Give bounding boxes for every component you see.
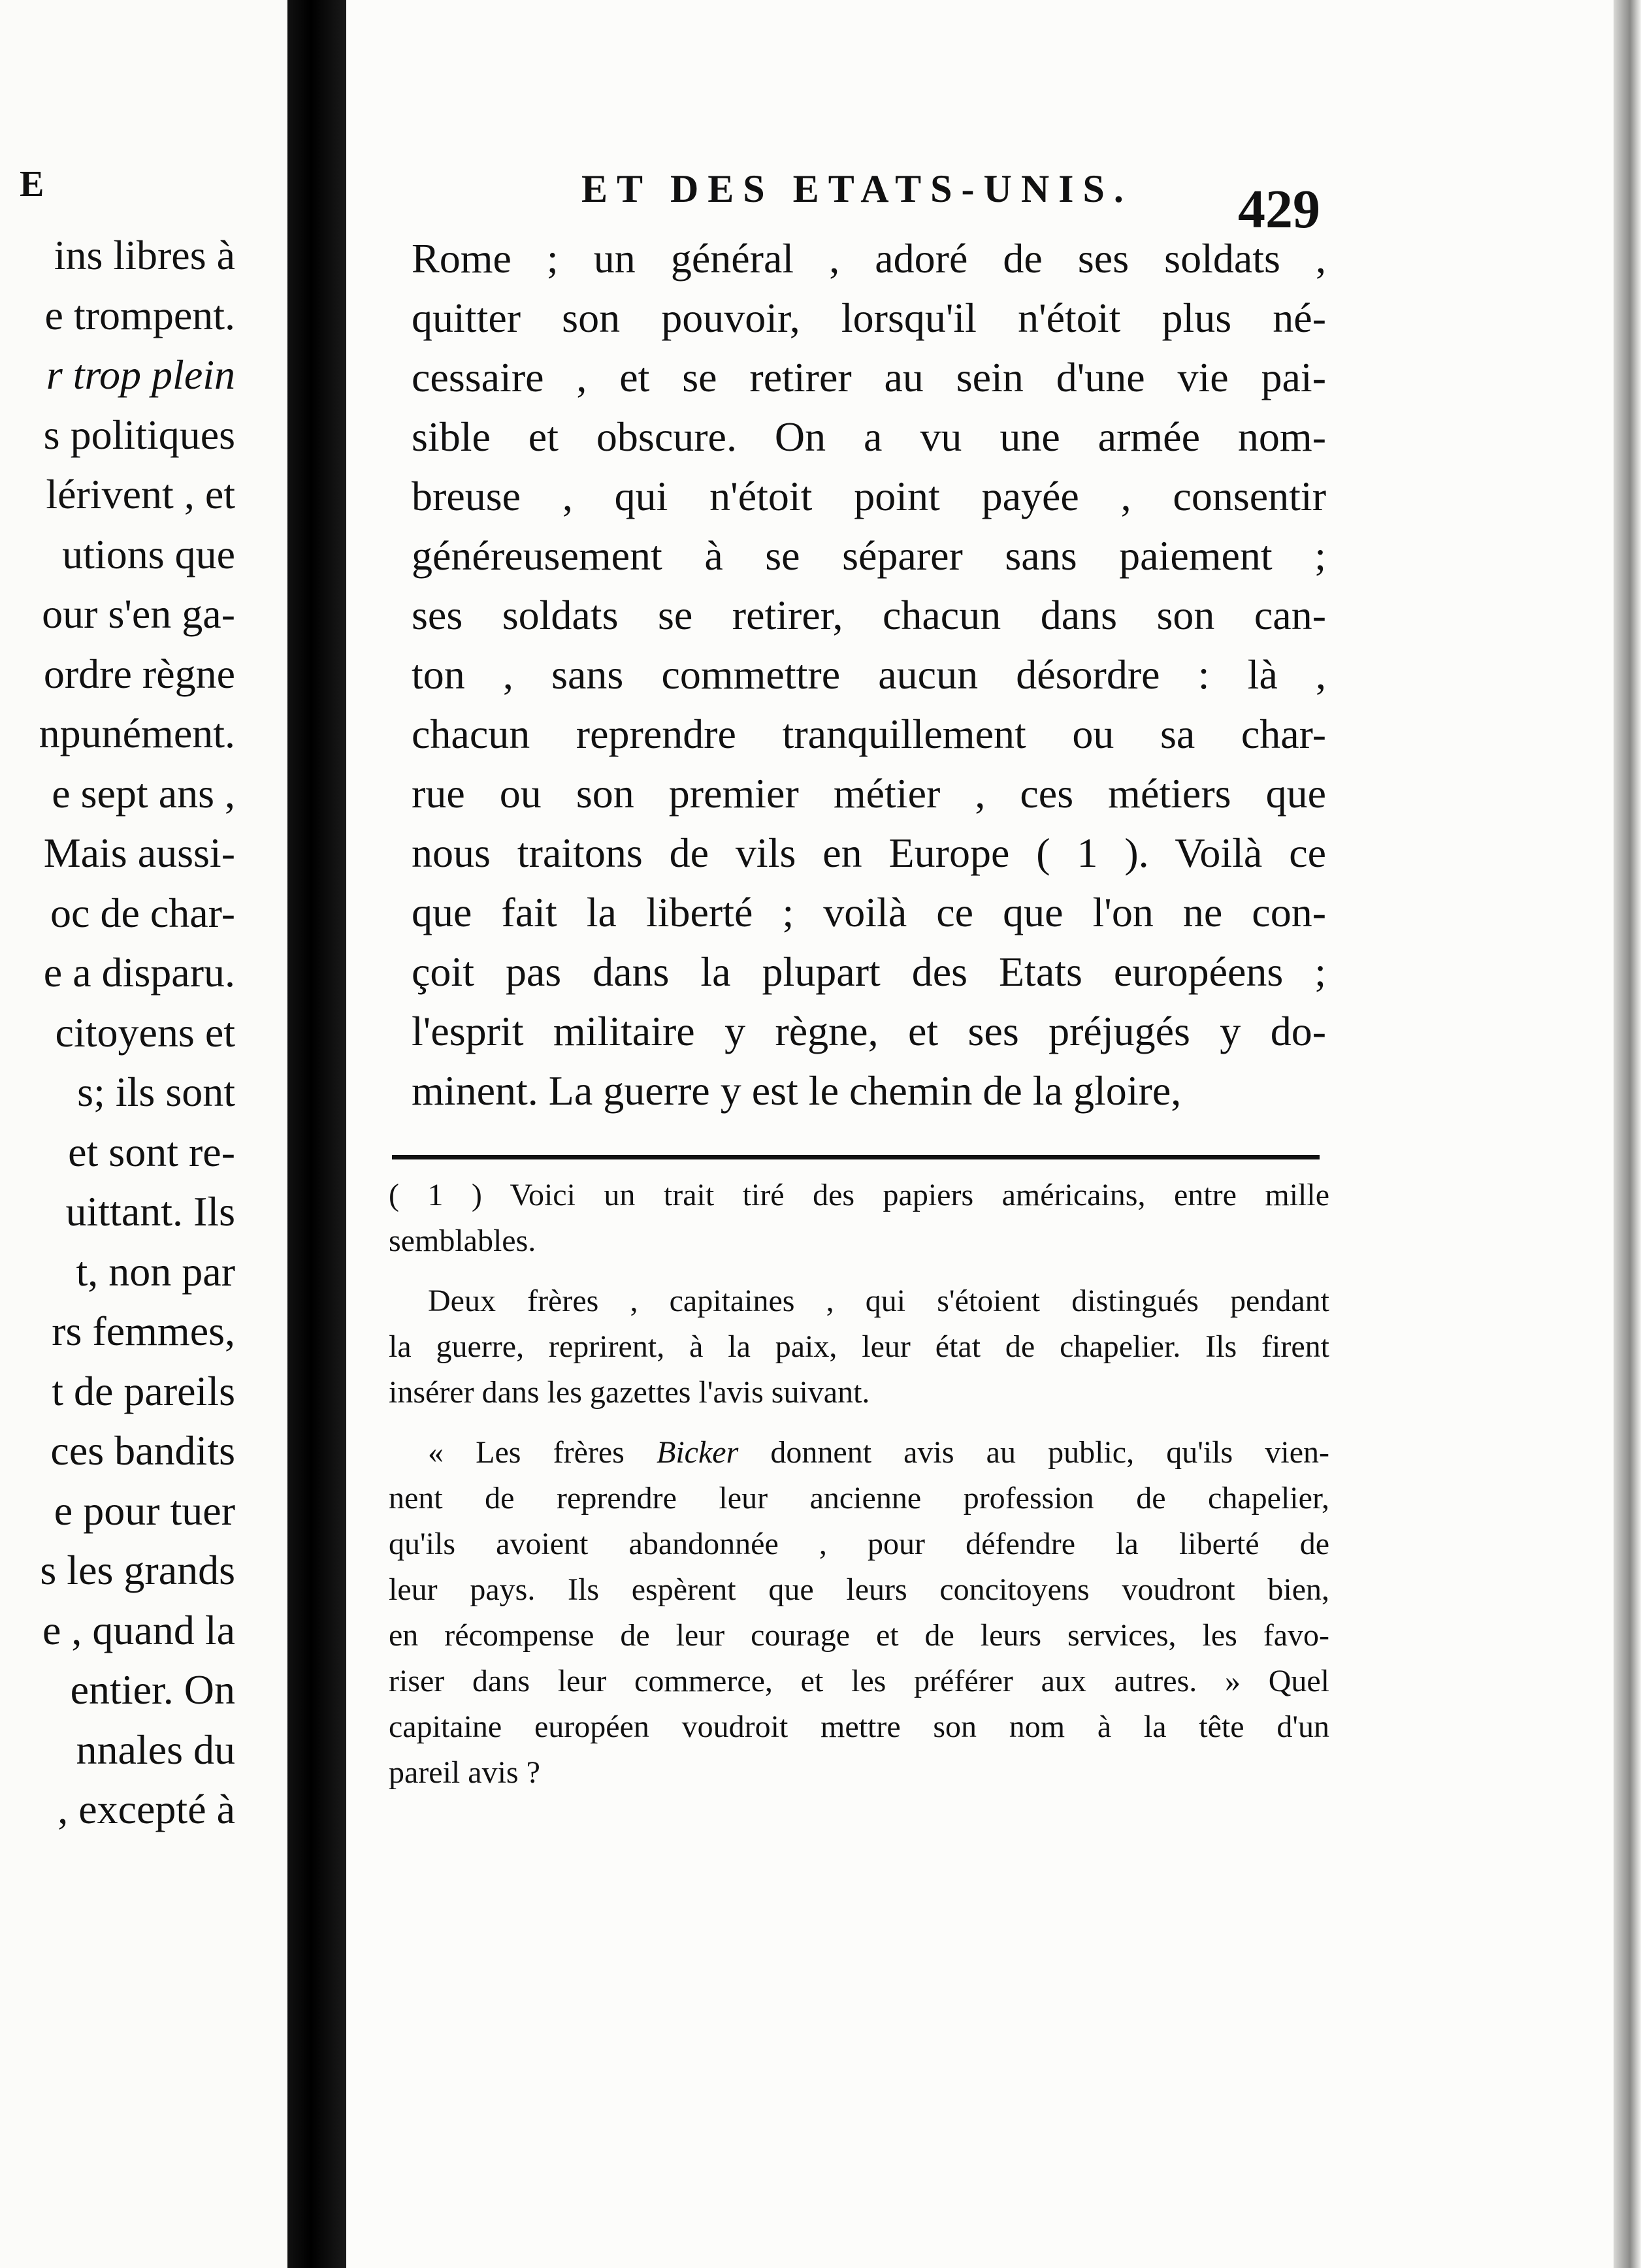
left-running-head: E: [20, 164, 46, 204]
left-line: s les grands: [40, 1547, 235, 1593]
footnote: [389, 1173, 1329, 1796]
left-line: e a disparu.: [43, 949, 235, 996]
text-line: ton , sans commettre aucun désordre : là ,: [412, 651, 1326, 698]
footnote-line: nent de reprendre leur ancienne profession de chapelier,: [389, 1481, 1329, 1515]
left-line: e pour tuer: [54, 1487, 235, 1534]
left-line: t de pareils: [52, 1367, 235, 1414]
bicker-name: Bicker: [657, 1435, 739, 1470]
text-line: çoit pas dans la plupart des Etats européens ;: [412, 948, 1326, 995]
right-page: [346, 0, 1614, 2268]
text-line: nous traitons de vils en Europe ( 1 ). Voilà ce: [412, 830, 1326, 876]
text-line: cessaire , et se retirer au sein d'une vie pai-: [412, 354, 1326, 400]
left-line: et sont re-: [68, 1128, 235, 1175]
footnote-line: la guerre, reprirent, à la paix, leur état de chapelier. Ils firent: [389, 1329, 1329, 1364]
left-line: lérivent , et: [46, 471, 235, 517]
left-line: ces bandits: [50, 1427, 235, 1474]
left-line: citoyens et: [55, 1009, 235, 1056]
footnote-rule: [392, 1155, 1320, 1159]
footnote-line: leur pays. Ils espèrent que leurs concitoyens voudront bien,: [389, 1572, 1329, 1607]
quote-rest: donnent avis au public, qu'ils vien-: [738, 1435, 1330, 1470]
left-line: our s'en ga-: [42, 591, 235, 637]
left-line: s; ils sont: [77, 1069, 235, 1115]
text-line: rue ou son premier métier , ces métiers que: [412, 770, 1326, 817]
left-line: Mais aussi-: [43, 830, 235, 876]
footnote-paragraph: [389, 1278, 1329, 1324]
main-text: [412, 229, 1326, 1120]
left-line: e sept ans ,: [52, 770, 235, 817]
left-line: ins libres à: [54, 232, 235, 278]
left-line: e , quand la: [42, 1606, 235, 1653]
footnote-paragraph: [389, 1173, 1329, 1264]
text-line: généreusement à se séparer sans paiement ;: [412, 532, 1326, 579]
left-line: entier. On: [70, 1666, 235, 1713]
text-line: quitter son pouvoir, lorsqu'il n'étoit plus né-: [412, 295, 1326, 341]
page-number: 429: [1238, 179, 1320, 240]
footnote-paragraph: [389, 1430, 1329, 1476]
left-page-fragment: [0, 0, 287, 2268]
footnote-line: Deux frères , capitaines , qui s'étoient distingués pendant: [428, 1284, 1329, 1318]
footnote-line: semblables.: [389, 1223, 536, 1258]
left-line: npunément.: [39, 710, 235, 756]
left-line: rs femmes,: [52, 1308, 235, 1354]
quote-open: « Les frères: [428, 1435, 657, 1470]
left-line: t, non par: [76, 1248, 235, 1295]
left-line: s politiques: [43, 411, 235, 458]
footnote-line: qu'ils avoient abandonnée , pour défendre la liberté de: [389, 1527, 1329, 1561]
text-line: Rome ; un général , adoré de ses soldats ,: [412, 235, 1326, 282]
footnote-line: en récompense de leur courage et de leurs services, les favo-: [389, 1618, 1329, 1653]
left-line: utions que: [62, 530, 235, 577]
left-line: nnales du: [76, 1726, 235, 1773]
left-line: ordre règne: [43, 650, 235, 697]
text-line: que fait la liberté ; voilà ce que l'on ne con-: [412, 889, 1326, 935]
footnote-line: riser dans leur commerce, et les préférer aux autres. » Quel: [389, 1664, 1329, 1698]
footnote-line: pareil avis ?: [389, 1755, 540, 1790]
footnote-line: insérer dans les gazettes l'avis suivant.: [389, 1375, 870, 1410]
text-line: sible et obscure. On a vu une armée nom-: [412, 413, 1326, 460]
left-line: r trop plein: [46, 351, 235, 398]
page-edge: [1614, 0, 1641, 2268]
text-line: minent. La guerre y est le chemin de la gloire,: [412, 1067, 1182, 1114]
text-line: breuse , qui n'étoit point payée , consentir: [412, 473, 1326, 519]
footnote-line: ( 1 ) Voici un trait tiré des papiers américains, entre mille: [389, 1178, 1329, 1212]
left-line: e trompent.: [44, 291, 235, 338]
text-line: l'esprit militaire y règne, et ses préjugés y do-: [412, 1008, 1326, 1054]
left-line: , excepté à: [57, 1786, 235, 1832]
text-line: ses soldats se retirer, chacun dans son can-: [412, 592, 1326, 638]
footnote-paragraph: [389, 1324, 1329, 1416]
footnote-line: capitaine européen voudroit mettre son nom à la tête d'un: [389, 1709, 1329, 1744]
book-gutter: [287, 0, 346, 2268]
left-line: oc de char-: [50, 889, 235, 936]
footnote-paragraph: [389, 1476, 1329, 1796]
running-head: ET DES ETATS-UNIS.: [581, 167, 1133, 210]
left-page-text: [39, 225, 235, 1839]
footnote-line: [428, 1430, 1329, 1476]
left-line: uittant. Ils: [65, 1188, 235, 1235]
text-line: chacun reprendre tranquillement ou sa char-: [412, 711, 1326, 757]
